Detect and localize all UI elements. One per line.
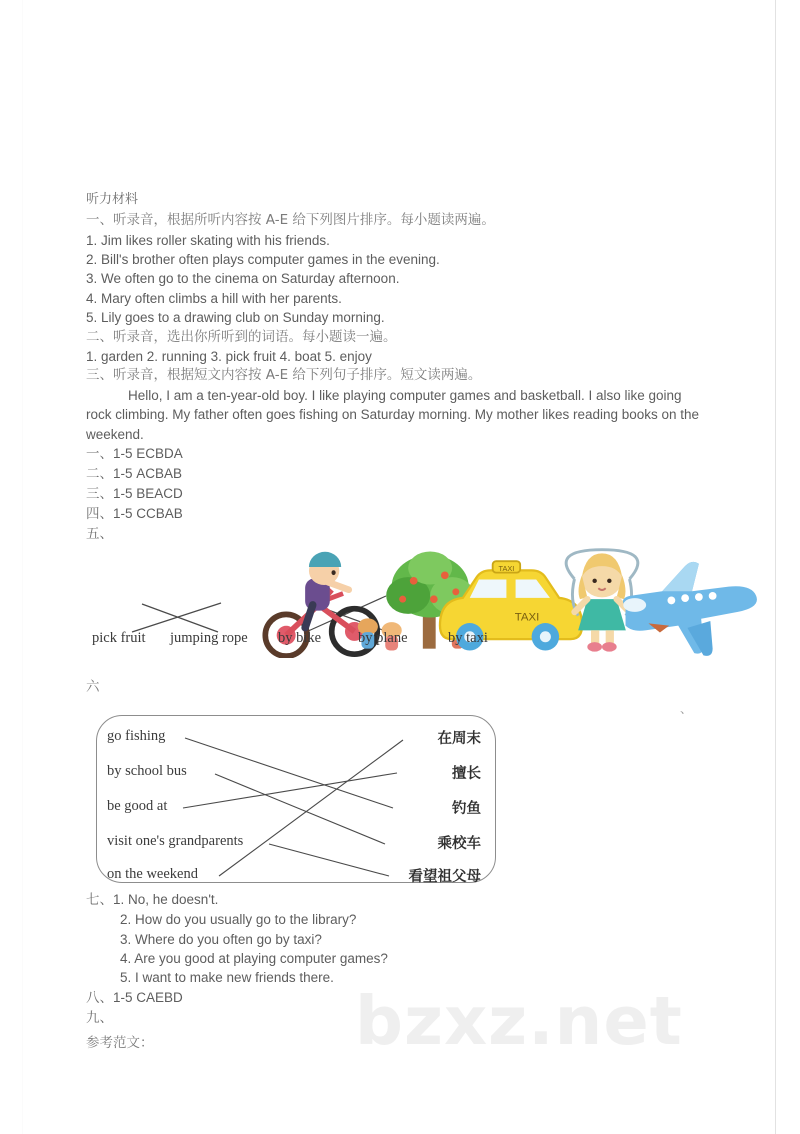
section-seven-item-4: 4. Are you good at playing computer games?	[120, 950, 388, 966]
answer-label-3: 三、	[86, 486, 113, 503]
section-seven-label: 七、	[86, 892, 113, 909]
section-one-item-1: 1. Jim likes roller skating with his friends.	[86, 232, 330, 248]
answer-label-1: 一、	[86, 446, 113, 463]
picture-label-by-plane: by plane	[358, 630, 408, 647]
phrase-line-gofishing-to-diaoyu	[185, 738, 393, 808]
yellow-taxi-icon	[281, 552, 540, 624]
section-seven-item-5: 5. I want to make new friends there.	[120, 970, 334, 986]
picture-row	[90, 546, 550, 624]
phrase-left-visit-grandparents: visit one's grandparents	[107, 833, 244, 850]
picture-label-by-taxi: by taxi	[448, 630, 488, 647]
section-two-instruction: 二、听录音，选出你所听到的词语。每小题读一遍。	[86, 328, 397, 345]
section-six-corner-mark: 、	[679, 702, 692, 717]
phrase-right-zai-zhou-mo: 在周末	[437, 731, 481, 748]
section-one-item-2: 2. Bill's brother often plays computer games in the evening.	[86, 251, 440, 267]
section-three-passage	[86, 386, 706, 444]
page-edge-left	[22, 0, 23, 1134]
section-one-item-3: 3. We often go to the cinema on Saturday afternoon.	[86, 271, 400, 287]
phrase-right-cheng-xiao-che: 乘校车	[437, 836, 481, 853]
section-one-item-5: 5. Lily goes to a drawing club on Sunday morning.	[86, 310, 385, 326]
section-eight-value: 1-5 CAEBD	[113, 989, 183, 1005]
watermark-bzxz: bzxz.net	[355, 982, 683, 1060]
section-two-words: 1. garden 2. running 3. pick fruit 4. boat 5. enjoy	[86, 349, 372, 365]
answer-label-2: 二、	[86, 466, 113, 483]
picture-label-by-bike: by bike	[278, 630, 322, 647]
phrase-line-begoodat-to-shanchang	[183, 773, 397, 808]
section-one-item-4: 4. Mary often climbs a hill with her parents.	[86, 290, 342, 306]
answer-value-1: 1-5 ECBDA	[113, 446, 183, 462]
fruit-tree-with-children-icon	[191, 546, 265, 606]
answer-row-4	[86, 504, 726, 524]
picture-label-jumping-rope: jumping rope	[170, 630, 248, 647]
phrase-left-on-the-weekend: on the weekend	[107, 866, 198, 883]
answer-row-1	[86, 444, 726, 464]
answer-row-5	[86, 524, 726, 544]
blue-airplane-icon	[462, 550, 536, 610]
answer-row-3	[86, 484, 726, 504]
section-nine-label: 九、	[86, 1009, 113, 1026]
section-seven-item-2: 2. How do you usually go to the library?	[120, 912, 357, 928]
section-seven-item-1: 1. No, he doesn't.	[113, 892, 219, 908]
answer-label-5: 五、	[86, 526, 113, 543]
phrase-right-kan-wang-zu-fu-mu: 看望祖父母	[408, 869, 481, 886]
phrase-line-grandparents-to-kanwang	[269, 844, 389, 876]
section-three-instruction: 三、听录音，根据短文内容按 A-E 给下列句子排序。短文读两遍。	[86, 367, 482, 384]
answer-value-2: 1-5 ACBAB	[113, 466, 183, 482]
phrase-left-be-good-at: be good at	[107, 798, 168, 815]
phrase-left-go-fishing: go fishing	[107, 728, 166, 745]
section-seven-item-3: 3. Where do you often go by taxi?	[120, 931, 322, 947]
section-eight-label: 八、	[86, 989, 113, 1006]
phrase-matching-box	[96, 715, 496, 886]
section-six-row	[86, 678, 726, 717]
page-title: 听力材料	[86, 192, 139, 207]
section-nine-note: 参考范文：	[86, 1034, 154, 1051]
boy-on-bicycle-icon	[96, 548, 170, 608]
section-eight-row	[86, 988, 726, 1008]
section-seven-row-1	[86, 890, 726, 910]
girl-jumping-rope-icon	[372, 546, 446, 606]
taxi-sign-text: TAXI	[514, 611, 540, 624]
phrase-right-diao-yu: 钓鱼	[452, 801, 481, 818]
section-six-label: 六	[86, 679, 100, 696]
phrase-left-by-school-bus: by school bus	[107, 763, 187, 780]
picture-label-pick-fruit: pick fruit	[92, 630, 146, 647]
picture-matching-exercise	[90, 546, 550, 656]
answer-row-2	[86, 464, 726, 484]
section-three-passage-text: Hello, I am a ten-year-old boy. I like playing computer games and basketball. I also like going rock climbing. My father often goes fishing on Saturday morning. My mother likes reading books on the weekend.	[86, 387, 700, 442]
picture-label-row	[90, 630, 550, 652]
document-content	[86, 190, 726, 1053]
section-one-instruction: 一、听录音，根据所听内容按 A-E 给下列图片排序。每小题读两遍。	[86, 212, 495, 228]
phrase-right-shan-chang: 擅长	[452, 766, 481, 783]
answer-value-3: 1-5 BEACD	[113, 486, 183, 502]
answer-value-4: 1-5 CCBAB	[113, 506, 183, 522]
svg-text:TAXI: TAXI	[498, 563, 515, 573]
answer-label-4: 四、	[86, 506, 113, 523]
